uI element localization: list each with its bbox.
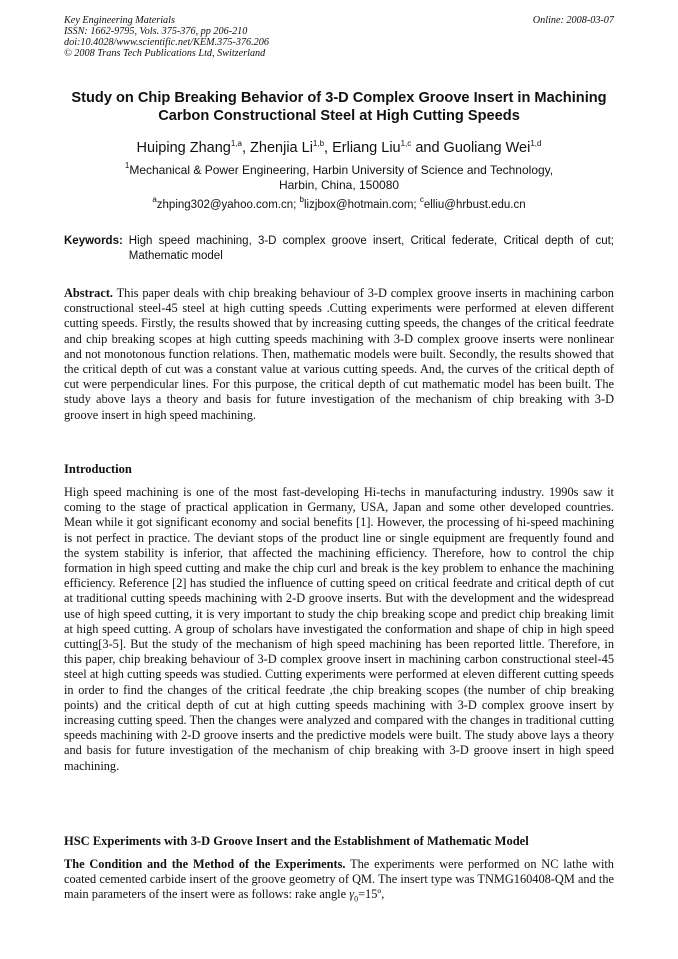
affiliation bbox=[64, 163, 614, 193]
copyright-line: © 2008 Trans Tech Publications Ltd, Switzerland bbox=[64, 48, 266, 59]
experiment-condition-paragraph bbox=[64, 857, 614, 907]
affiliation-line-1: Mechanical & Power Engineering, Harbin University of Science and Technology, bbox=[129, 163, 554, 177]
email-link[interactable]: lizjbox@hotmain.com; bbox=[303, 199, 420, 211]
author-sup: 1,c bbox=[400, 139, 412, 148]
keywords-text: High speed machining, 3-D complex groove insert, Critical federate, Critical depth of cut; Mathematic model bbox=[128, 235, 614, 262]
paper-title: Study on Chip Breaking Behavior of 3-D Complex Groove Insert in Machining Carbon Constructional Steel at High Cutting Speeds bbox=[71, 90, 607, 124]
email-sup: b bbox=[299, 195, 304, 204]
author-sup: 1,a bbox=[230, 139, 242, 148]
email-link[interactable]: zhping302@yahoo.com.cn; bbox=[156, 199, 300, 211]
keywords-label: Keywords: bbox=[64, 235, 123, 247]
abstract-label: Abstract. bbox=[64, 286, 114, 300]
author-name: Huiping Zhang bbox=[136, 140, 231, 156]
author-name: Guoliang Wei bbox=[443, 140, 531, 156]
abstract-text: This paper deals with chip breaking behaviour of 3-D complex groove inserts in machining carbon constructional steel-45 steel at high cutting speeds .Cutting experiments were performed at eleven different cutting speeds. Firstly, the results showed that by increasing cutting speeds, the changes of the critical feedrate and chip breaking scopes at high cutting speeds machining with 3-D complex groove inserts were nonlinear and not monotonous function relations. Then, mathematic models were built. Secondly, the results showed that the critical depth of cut was a constant value at various cutting speeds. And, the curves of the critical depth of cut were perpendicular lines. For this purpose, the critical depth of cut mathematic model has been built. The study above lays a theory and basis for future investigation of the mechanism of chip breaking with 3-D groove insert in high speed machining. bbox=[64, 286, 614, 422]
affiliation-line-2: Harbin, China, 150080 bbox=[278, 178, 400, 192]
email-list bbox=[64, 195, 614, 212]
hsc-section-heading: HSC Experiments with 3-D Groove Insert and the Establishment of Mathematic Model bbox=[64, 834, 529, 848]
keywords-block bbox=[64, 234, 614, 264]
author-name: Zhenjia Li bbox=[250, 140, 313, 156]
journal-header bbox=[64, 15, 269, 59]
rake-angle-symbol: $\gamma_0$ bbox=[349, 887, 359, 904]
author-list bbox=[64, 139, 614, 157]
abstract-paragraph bbox=[64, 286, 614, 423]
author-sep: , bbox=[241, 140, 251, 156]
issn-line: ISSN: 1662-9795, Vols. 375-376, pp 206-210 bbox=[64, 26, 248, 37]
online-date: Online: 2008-03-07 bbox=[532, 15, 614, 26]
email-sup: a bbox=[152, 195, 157, 204]
author-sup: 1,b bbox=[312, 139, 325, 148]
author-sup: 1,d bbox=[530, 139, 542, 148]
journal-name: Key Engineering Materials bbox=[64, 15, 175, 26]
introduction-heading: Introduction bbox=[64, 462, 132, 476]
introduction-paragraph: High speed machining is one of the most fast-developing Hi-techs in manufacturing industry. 1990s saw it coming to the stage of practical application in Germany, USA, Japan and some other developed countries. Mean while it got significant economy and social benefits [1]. However, the processing of hi-speed machining is not perfect in practice. The deviant stops of the product line or single equipment are frequently found and the system stability is inferior, that affected the machining efficiency. Therefore, how to control the chip formation in high speed cutting and make the chip curl and break is the key problem to enhance the machining efficiency. Reference [2] has studied the influence of cutting speed on critical feedrate and critical depth of cut at traditional cutting speeds machining with 2-D groove inserts. But with the development and the widespread use of high speed cutting, it is very important to study the chip breaking scope and predict chip breaking limit at high speed cutting. A group of scholars have investigated the conformation and shape of chip in high speed cutting[3-5]. But the study of the mechanism of high speed machining has been reported little. Therefore, in this paper, chip breaking behaviour of 3-D complex groove insert in machining carbon constructional steel-45 steel at high cutting speeds was studied. Cutting experiments were performed at eleven different cutting speeds in order to find the changes of the critical feedrate ,the chip breaking scopes (the number of chip breaking points) and the critical depth of cut at high cutting speeds machining with 3-D complex groove insert by increasing cutting speed. Then the changes were analyzed and compared with the changes in traditional cutting speeds machining with 2-D groove inserts and the predictive models were built. The study above lays a theory and basis for future investigation of the mechanism of chip breaking with 3-D groove insert in high speed machining. bbox=[64, 485, 614, 773]
author-sep: and bbox=[411, 140, 444, 156]
email-sup: c bbox=[419, 195, 424, 204]
affiliation-sup: 1 bbox=[124, 161, 130, 170]
author-sep: , bbox=[324, 140, 333, 156]
doi-line: doi:10.4028/www.scientific.net/KEM.375-376.206 bbox=[64, 37, 269, 48]
experiment-condition-label: The Condition and the Method of the Experiments. bbox=[64, 857, 346, 871]
rake-angle-value: =15º, bbox=[358, 887, 385, 902]
experiment-condition-text: The experiments were performed on NC lathe with coated cemented carbide insert of the groove geometry of QM. The insert type was TNMG160408-QM and the main parameters of the insert were as follows: rake angle bbox=[64, 857, 614, 902]
author-name: Erliang Liu bbox=[332, 140, 401, 156]
email-link[interactable]: elliu@hrbust.edu.cn bbox=[423, 199, 526, 211]
